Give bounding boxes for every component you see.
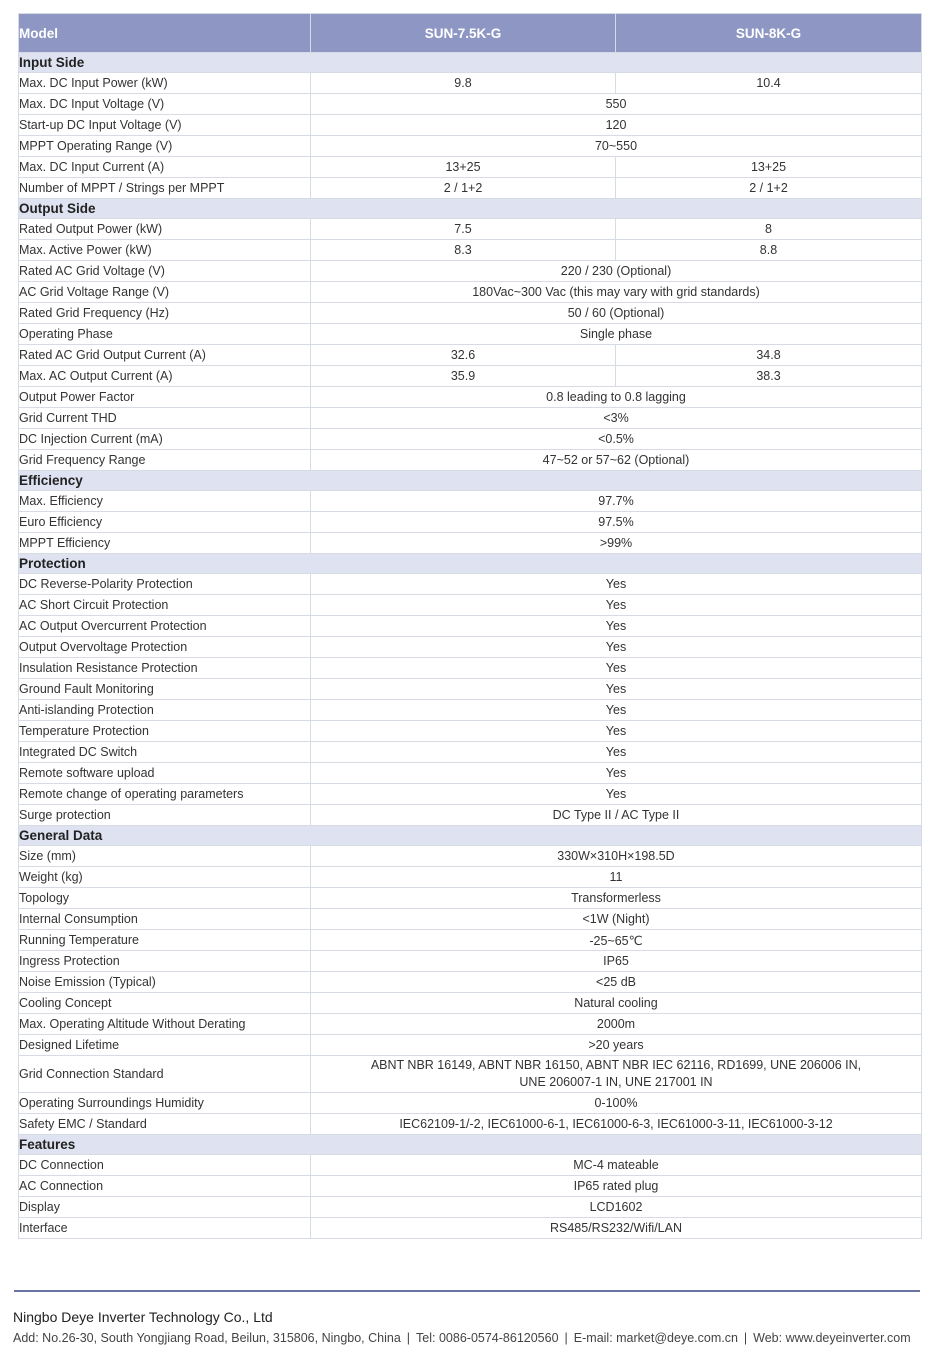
row-label: AC Connection (19, 1176, 311, 1197)
table-row (19, 1056, 922, 1093)
section-row (19, 471, 922, 491)
row-value: 180Vac~300 Vac (this may vary with grid standards) (311, 282, 922, 303)
table-row (19, 679, 922, 700)
row-value: Natural cooling (311, 993, 922, 1014)
row-value: 97.5% (311, 512, 922, 533)
row-label: Rated AC Grid Output Current (A) (19, 345, 311, 366)
row-label: Noise Emission (Typical) (19, 972, 311, 993)
row-label: Grid Current THD (19, 408, 311, 429)
section-row (19, 826, 922, 846)
table-row (19, 1114, 922, 1135)
contact-address: Add: No.26-30, South Yongjiang Road, Beilun, 315806, Ningbo, China (13, 1331, 401, 1345)
table-row (19, 429, 922, 450)
row-value: 7.5 (311, 219, 616, 240)
spec-table (18, 13, 922, 1239)
row-value: Yes (311, 616, 922, 637)
row-label: Surge protection (19, 805, 311, 826)
table-row (19, 867, 922, 888)
table-row (19, 1093, 922, 1114)
table-row (19, 366, 922, 387)
row-value: Yes (311, 574, 922, 595)
table-row (19, 846, 922, 867)
row-label: Operating Phase (19, 324, 311, 345)
row-value: 10.4 (616, 73, 922, 94)
row-label: Grid Frequency Range (19, 450, 311, 471)
table-row (19, 972, 922, 993)
table-row (19, 700, 922, 721)
section-title: Efficiency (19, 471, 922, 491)
row-label: Rated AC Grid Voltage (V) (19, 261, 311, 282)
table-row (19, 94, 922, 115)
section-row (19, 554, 922, 574)
table-row (19, 387, 922, 408)
table-row (19, 136, 922, 157)
row-label: Topology (19, 888, 311, 909)
row-label: Cooling Concept (19, 993, 311, 1014)
table-row (19, 595, 922, 616)
table-row (19, 1014, 922, 1035)
spec-body (19, 53, 922, 1239)
row-label: Display (19, 1197, 311, 1218)
contact-email: E-mail: market@deye.com.cn (573, 1331, 738, 1345)
table-row (19, 1155, 922, 1176)
row-value: Yes (311, 658, 922, 679)
company-name: Ningbo Deye Inverter Technology Co., Ltd (13, 1309, 273, 1325)
row-label: Max. DC Input Voltage (V) (19, 94, 311, 115)
table-row (19, 303, 922, 324)
row-value: Yes (311, 595, 922, 616)
row-label: Output Power Factor (19, 387, 311, 408)
row-label: MPPT Operating Range (V) (19, 136, 311, 157)
row-value: Yes (311, 784, 922, 805)
row-value: 38.3 (616, 366, 922, 387)
table-row (19, 345, 922, 366)
row-label: Max. DC Input Current (A) (19, 157, 311, 178)
row-label: Integrated DC Switch (19, 742, 311, 763)
row-label: Safety EMC / Standard (19, 1114, 311, 1135)
section-title: Features (19, 1135, 922, 1155)
table-row (19, 1218, 922, 1239)
row-label: Interface (19, 1218, 311, 1239)
table-row (19, 721, 922, 742)
table-row (19, 219, 922, 240)
row-label: Ingress Protection (19, 951, 311, 972)
row-value: DC Type II / AC Type II (311, 805, 922, 826)
table-row (19, 993, 922, 1014)
row-value: <25 dB (311, 972, 922, 993)
row-value: 34.8 (616, 345, 922, 366)
table-row (19, 784, 922, 805)
row-value: Yes (311, 742, 922, 763)
row-value: Yes (311, 637, 922, 658)
row-value: <0.5% (311, 429, 922, 450)
table-row (19, 73, 922, 94)
row-value: IP65 rated plug (311, 1176, 922, 1197)
row-value: 13+25 (616, 157, 922, 178)
row-value: 8 (616, 219, 922, 240)
row-value: IP65 (311, 951, 922, 972)
row-label: Weight (kg) (19, 867, 311, 888)
table-row (19, 178, 922, 199)
row-value: >20 years (311, 1035, 922, 1056)
table-row (19, 324, 922, 345)
table-header-row (19, 14, 922, 53)
row-value: Yes (311, 700, 922, 721)
row-label: Designed Lifetime (19, 1035, 311, 1056)
row-value: 220 / 230 (Optional) (311, 261, 922, 282)
row-label: Euro Efficiency (19, 512, 311, 533)
table-row (19, 491, 922, 512)
table-row (19, 408, 922, 429)
row-value: 32.6 (311, 345, 616, 366)
row-value: 550 (311, 94, 922, 115)
table-row (19, 763, 922, 784)
row-label: Anti-islanding Protection (19, 700, 311, 721)
company-contact (13, 1331, 911, 1345)
table-row (19, 115, 922, 136)
table-row (19, 637, 922, 658)
row-label: AC Output Overcurrent Protection (19, 616, 311, 637)
row-value: <3% (311, 408, 922, 429)
row-label: Max. DC Input Power (kW) (19, 73, 311, 94)
table-row (19, 450, 922, 471)
row-value: Transformerless (311, 888, 922, 909)
header-model-1: SUN-7.5K-G (311, 14, 616, 53)
table-row (19, 1197, 922, 1218)
section-row (19, 53, 922, 73)
row-label: Max. AC Output Current (A) (19, 366, 311, 387)
row-value: 47~52 or 57~62 (Optional) (311, 450, 922, 471)
row-label: DC Connection (19, 1155, 311, 1176)
row-value: 97.7% (311, 491, 922, 512)
row-label: AC Short Circuit Protection (19, 595, 311, 616)
row-label: Max. Operating Altitude Without Derating (19, 1014, 311, 1035)
row-label: Number of MPPT / Strings per MPPT (19, 178, 311, 199)
contact-separator: | (564, 1331, 568, 1345)
row-value: >99% (311, 533, 922, 554)
row-value: 2000m (311, 1014, 922, 1035)
table-row (19, 533, 922, 554)
row-label: Operating Surroundings Humidity (19, 1093, 311, 1114)
row-label: Rated Output Power (kW) (19, 219, 311, 240)
contact-separator: | (743, 1331, 748, 1345)
table-row (19, 742, 922, 763)
row-label: Rated Grid Frequency (Hz) (19, 303, 311, 324)
table-row (19, 616, 922, 637)
row-value: 2 / 1+2 (311, 178, 616, 199)
row-value: RS485/RS232/Wifi/LAN (311, 1218, 922, 1239)
row-label: Grid Connection Standard (19, 1056, 311, 1093)
contact-tel: Tel: 0086-0574-86120560 (416, 1331, 559, 1345)
row-value: -25~65℃ (311, 930, 922, 951)
row-value: Yes (311, 763, 922, 784)
row-label: DC Reverse-Polarity Protection (19, 574, 311, 595)
row-value: 330W×310H×198.5D (311, 846, 922, 867)
table-row (19, 1035, 922, 1056)
table-row (19, 658, 922, 679)
row-value: 0.8 leading to 0.8 lagging (311, 387, 922, 408)
header-model-2: SUN-8K-G (616, 14, 922, 53)
row-value: ABNT NBR 16149, ABNT NBR 16150, ABNT NBR IEC 62116, RD1699, UNE 206006 IN, UNE 206007-1 IN, UNE 217001 IN (311, 1056, 922, 1093)
table-row (19, 888, 922, 909)
table-row (19, 240, 922, 261)
row-value: 9.8 (311, 73, 616, 94)
row-label: Output Overvoltage Protection (19, 637, 311, 658)
section-row (19, 199, 922, 219)
table-row (19, 261, 922, 282)
row-value: <1W (Night) (311, 909, 922, 930)
contact-separator: | (406, 1331, 411, 1345)
section-title: Input Side (19, 53, 922, 73)
table-row (19, 1176, 922, 1197)
row-label: DC Injection Current (mA) (19, 429, 311, 450)
row-label: Remote software upload (19, 763, 311, 784)
table-row (19, 930, 922, 951)
row-value: Yes (311, 721, 922, 742)
section-title: Protection (19, 554, 922, 574)
row-label: Running Temperature (19, 930, 311, 951)
row-value: LCD1602 (311, 1197, 922, 1218)
row-value: IEC62109-1/-2, IEC61000-6-1, IEC61000-6-3, IEC61000-3-11, IEC61000-3-12 (311, 1114, 922, 1135)
row-value: 13+25 (311, 157, 616, 178)
row-label: Max. Efficiency (19, 491, 311, 512)
row-value: 8.8 (616, 240, 922, 261)
row-label: Insulation Resistance Protection (19, 658, 311, 679)
table-row (19, 157, 922, 178)
table-row (19, 574, 922, 595)
section-title: General Data (19, 826, 922, 846)
row-value: Yes (311, 679, 922, 700)
row-value: 0-100% (311, 1093, 922, 1114)
footer-divider (14, 1290, 920, 1292)
header-model: Model (19, 14, 311, 53)
row-label: AC Grid Voltage Range (V) (19, 282, 311, 303)
section-row (19, 1135, 922, 1155)
row-label: Temperature Protection (19, 721, 311, 742)
row-label: Ground Fault Monitoring (19, 679, 311, 700)
table-row (19, 909, 922, 930)
row-label: Start-up DC Input Voltage (V) (19, 115, 311, 136)
row-label: Max. Active Power (kW) (19, 240, 311, 261)
row-label: Size (mm) (19, 846, 311, 867)
section-title: Output Side (19, 199, 922, 219)
row-value: 50 / 60 (Optional) (311, 303, 922, 324)
row-value: 120 (311, 115, 922, 136)
row-label: MPPT Efficiency (19, 533, 311, 554)
table-row (19, 282, 922, 303)
contact-web: Web: www.deyeinverter.com (753, 1331, 911, 1345)
row-value: 35.9 (311, 366, 616, 387)
row-value: 11 (311, 867, 922, 888)
row-value: Single phase (311, 324, 922, 345)
table-row (19, 512, 922, 533)
table-row (19, 805, 922, 826)
row-value: 8.3 (311, 240, 616, 261)
table-row (19, 951, 922, 972)
row-label: Remote change of operating parameters (19, 784, 311, 805)
row-value: MC-4 mateable (311, 1155, 922, 1176)
row-value: 70~550 (311, 136, 922, 157)
row-value: 2 / 1+2 (616, 178, 922, 199)
row-label: Internal Consumption (19, 909, 311, 930)
